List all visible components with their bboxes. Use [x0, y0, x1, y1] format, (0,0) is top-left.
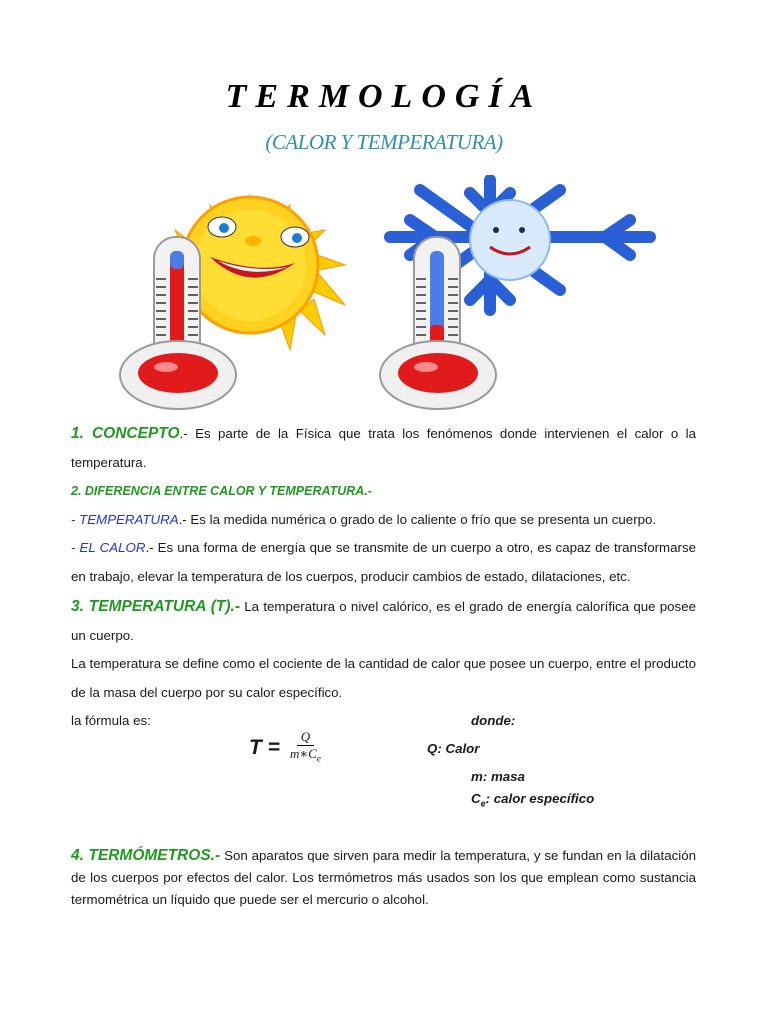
- formula-label: la fórmula es:: [71, 713, 151, 728]
- section-heading: 2. DIFERENCIA ENTRE CALOR Y TEMPERATURA.-: [71, 484, 372, 498]
- legend-ce: [471, 785, 594, 818]
- section-temperatura: [71, 591, 696, 650]
- section-text: Son aparatos que sirven para medir la temperatura, y se fundan en la dilatación de los cuerpos por efectos del calor. Los termómetros más usados son los que emplean como sustancia termométrica un líquido que puede ser el mercurio o alcohol.: [71, 848, 697, 907]
- section-heading: 1. CONCEPTO: [71, 425, 180, 442]
- legend-c-text: : calor específico: [485, 791, 595, 806]
- donde-label: donde:: [471, 713, 516, 728]
- page-title: TERMOLOGÍA: [225, 78, 543, 115]
- temperatura-paragraph: La temperatura se define como el cociente de la cantidad de calor que posee un cuerpo, entre el producto de la masa del cuerpo por su calor específico.: [71, 656, 696, 700]
- formula-block: [71, 707, 696, 831]
- section-heading: 4. TERMÓMETROS.-: [71, 847, 221, 864]
- formula-numerator: Q: [297, 729, 314, 746]
- denominator-text: m∗C: [289, 746, 317, 761]
- legend-c-subscript: e: [480, 798, 486, 809]
- temperatura-definition: [71, 506, 696, 535]
- formula-denominator: [286, 746, 325, 767]
- legend-c-letter: C: [471, 791, 481, 806]
- formula-fraction: [286, 729, 325, 767]
- term-text: .- Es una forma de energía que se transmite de un cuerpo a otro, es capaz de transformarse en trabajo, elevar la temperatura de los cuerpos, producir cambios de estado, dilataciones, etc.: [71, 540, 696, 584]
- section-concepto: [71, 418, 696, 477]
- legend-q: Q: Calor: [427, 741, 480, 756]
- sun-snowflake-thermometers-illustration: [90, 175, 680, 415]
- document-body: [71, 418, 696, 911]
- page-subtitle: (CALOR Y TEMPERATURA): [265, 130, 503, 154]
- section-heading: 3. TEMPERATURA (T).-: [71, 598, 241, 615]
- section-termometros: [71, 831, 696, 911]
- formula-lhs: T =: [249, 735, 280, 759]
- calor-definition: [71, 534, 696, 591]
- term-label: - EL CALOR: [71, 540, 146, 555]
- denominator-subscript: e: [316, 753, 321, 764]
- section-diferencia-heading: [71, 477, 696, 506]
- term-text: .- Es la medida numérica o grado de lo caliente o frío que se presenta un cuerpo.: [178, 511, 657, 527]
- term-label: - TEMPERATURA: [71, 511, 179, 527]
- temperature-formula: [249, 729, 325, 767]
- section-text: La temperatura o nivel calórico, es el grado de energía calorífica que posee un cuerpo.: [71, 599, 696, 643]
- section-text: .- Es parte de la Física que trata los fenómenos donde intervienen el calor o la temperatura.: [71, 426, 697, 470]
- legend-m: m: masa: [471, 769, 525, 784]
